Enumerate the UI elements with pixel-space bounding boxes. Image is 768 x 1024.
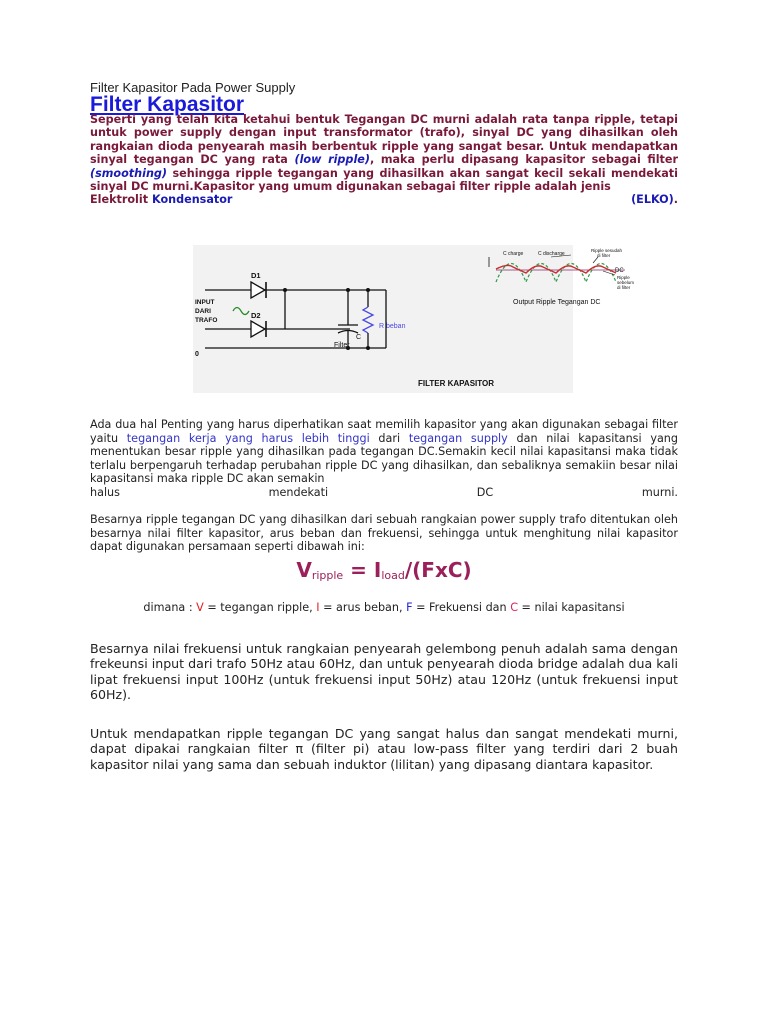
paragraph-filter-pi: Untuk mendapatkan ripple tegangan DC yang sangat halus dan sangat mendekati murni, dapat dipakai rangkaian filter π (filter pi) atau low-pass filter yang terdiri dari 2 buah kapasitor nilai yang sama dan sebuah induktor (lilitan) yang dipasang diantara kapasitor. [90,726,678,772]
def-f: F [406,601,413,614]
label-ripple-sesudah-1: Ripple sesudah [591,248,623,253]
def-f-text: = Frekuensi dan [412,601,511,614]
label-ripple-sebelum-3: di filter [617,285,631,290]
label-dc: DC [615,268,624,274]
paragraph-frekuensi: Besarnya nilai frekuensi untuk rangkaian penyearah gelembong penuh adalah sama dengan frekeunsi input dari trafo 50Hz atau 60Hz, dan untuk penyearah dioda bridge adalah dua kali lipat frekuensi input 100Hz (untuk frekuensi input 50Hz) atau 120Hz (untuk frekuensi input 60Hz). [90,641,678,702]
label-r-beban: R beban [379,323,406,330]
label-d2: D2 [251,311,261,320]
formula-rest: /(FxC) [404,558,472,582]
label-input-2: DARI [195,308,211,315]
intro-text-3: sehingga ripple tegangan yang dihasilkan akan sangat kecil sekali mendekati sinyal DC murni.Kapasitor yang umum digunakan sebagai filter ripple adalah jenis [90,166,678,194]
low-ripple-term: (low ripple) [294,153,370,167]
word-mendekati: mendekati [268,485,329,499]
link-tegangan-supply[interactable]: tegangan supply [408,431,508,445]
criteria-text-e: dan nilai kapasitansi yang menentukan besar ripple yang dihasilkan pada tegangan DC.Semakin kecil nilai kapasitansi maka tidak terlalu berpengaruh terhadap perubahan ripple DC yang dihasilkan, dan sebaliknya semakiin besar nilai kapasitansi maka ripple DC akan semakin [90,431,679,486]
def-c: C [510,601,518,614]
link-tegangan-kerja[interactable]: tegangan kerja yang harus lebih tinggi [126,431,370,445]
label-input-1: INPUT [195,299,215,306]
paragraph-criteria [90,418,678,500]
label-c: C [356,334,362,341]
label-c-charge: C charge [503,251,524,257]
document-title: Filter Kapasitor Pada Power Supply [90,80,296,95]
formula-v-sub: ripple [311,569,344,582]
label-output-ripple: Output Ripple Tegangan DC [513,299,601,306]
kondensator-link[interactable]: Kondensator [151,193,233,207]
figure-caption: FILTER KAPASITOR [418,379,494,388]
intro-last-line [90,193,678,206]
ripple-formula [90,558,678,582]
formula-v: V [296,558,312,582]
label-input-3: TRAFO [195,317,218,324]
label-c-filter: Filter [334,342,350,349]
label-c-discharge: C discharge [538,251,565,257]
word-murni: murni. [641,485,678,499]
formula-definitions [90,601,678,614]
intro-text-2: , maka perlu dipasang kapasitor sebagai filter [369,153,678,167]
circuit-diagram [193,245,635,393]
paragraph-ripple-intro: Besarnya ripple tegangan DC yang dihasilkan dari sebuah rangkaian power supply trafo ditentukan oleh besarnya nilai filter kapasitor, arus beban dan frekuensi, sehingga untuk menghitung nilai kapasitor dapat digunakan persamaan seperti dibawah ini: [90,513,678,554]
criteria-text-c: dari [369,431,409,445]
section-heading: Filter Kapasitor [90,93,245,116]
word-dc: DC [476,485,494,499]
elektrolit-term: Elektrolit [90,193,149,207]
intro-text-1: Seperti yang telah kita ketahui bentuk Tegangan DC murni adalah rata tanpa ripple, tetapi untuk power supply dengan input transformator (trafo), sinyal DC yang dihasilkan oleh rangkaian dioda penyearah masih berbentuk ripple yang sangat besar. Untuk mendapatkan sinyal tegangan DC yang rata [90,113,678,167]
def-v-text: = tegangan ripple, [203,601,317,614]
formula-i-sub: load [381,569,405,582]
label-ripple-sebelum-2: sebelum [617,280,635,285]
def-c-text: = nilai kapasitansi [518,601,625,614]
filter-kapasitor-figure [193,245,635,393]
label-d1: D1 [251,271,261,280]
criteria-last-line [90,486,678,500]
label-ripple-sesudah-2: di filter [597,253,611,258]
smoothing-term: (smoothing) [90,166,168,180]
intro-paragraph [90,113,678,207]
label-ripple-sebelum-1: Ripple [617,275,630,280]
formula-eq: = [343,558,374,582]
def-pre: dimana : [143,601,197,614]
elko-term: (ELKO) [631,193,674,207]
criteria-text-a: Ada dua hal Penting yang harus diperhatikan saat memilih kapasitor yang akan digunakan sebagai filter yaitu [90,418,678,445]
label-zero: 0 [195,351,199,358]
def-v: V [196,601,204,614]
word-halus: halus [90,485,120,499]
intro-end: . [673,193,678,207]
def-i: I [316,601,320,614]
formula-i: I [373,558,382,582]
def-i-text: = arus beban, [319,601,407,614]
